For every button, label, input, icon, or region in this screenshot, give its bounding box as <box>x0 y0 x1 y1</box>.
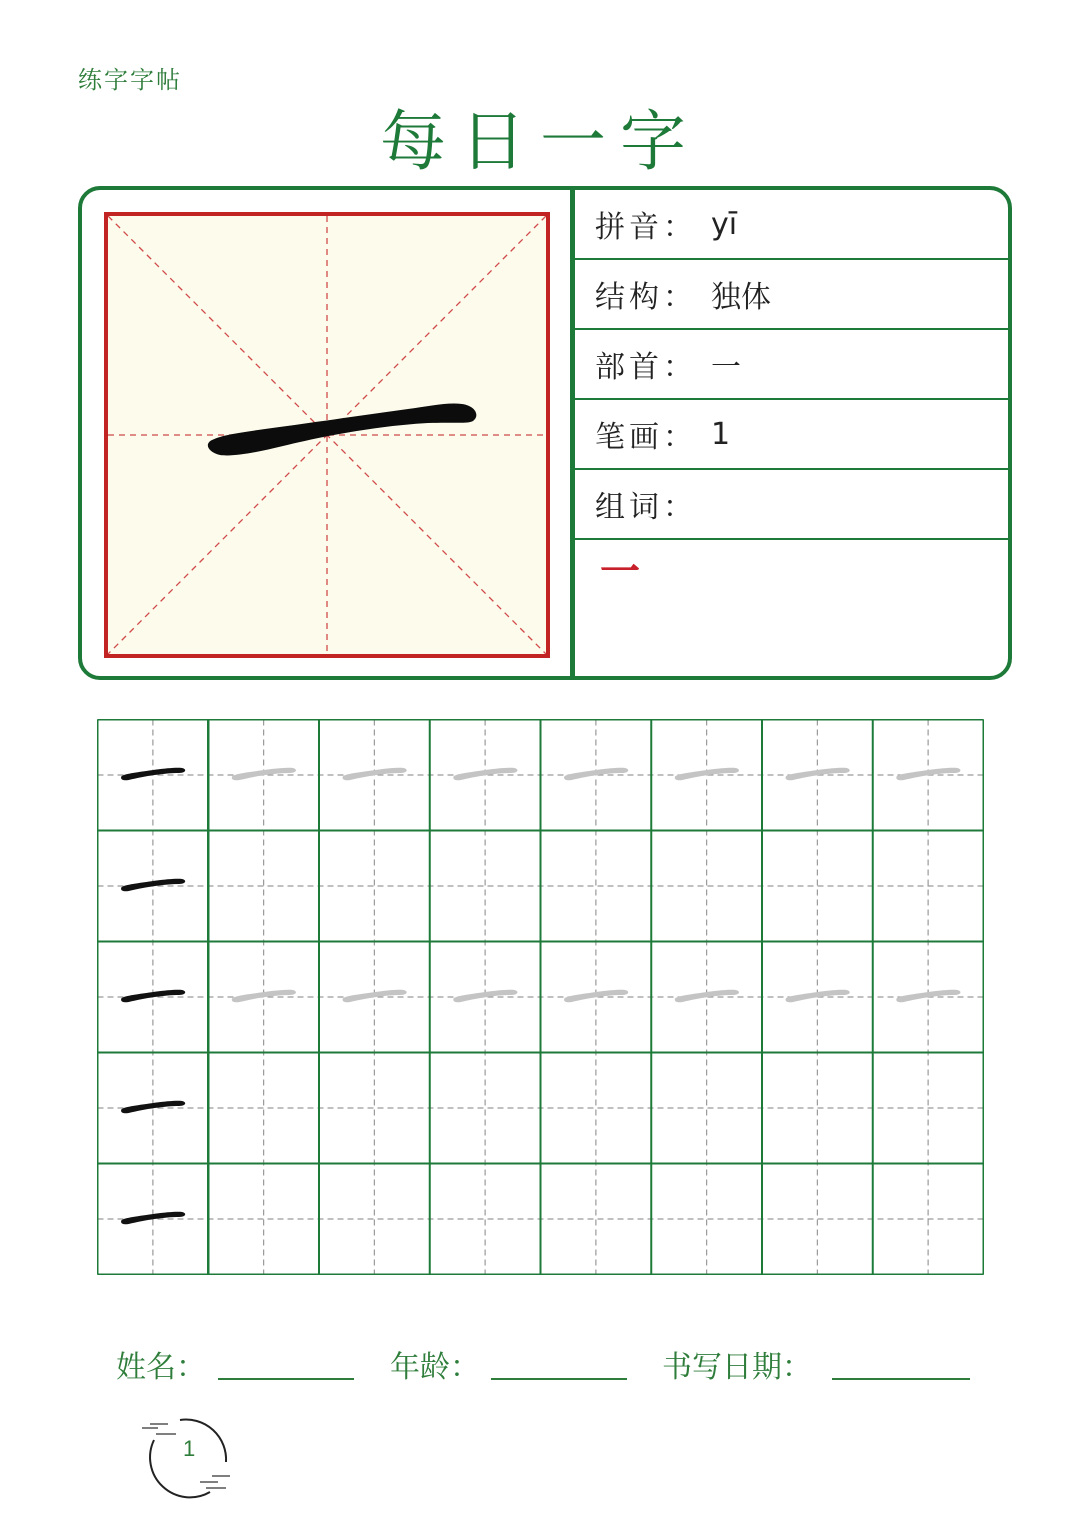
info-row-radical <box>575 330 1010 400</box>
radical-value: 一 <box>711 350 741 385</box>
name-label: 姓名： <box>116 1350 206 1385</box>
strokes-label: 笔画： <box>595 420 697 455</box>
words-example: 一 <box>600 549 640 595</box>
info-row-words <box>575 470 1010 540</box>
pinyin-label: 拼音： <box>595 210 697 245</box>
info-row-pinyin <box>575 190 1010 260</box>
name-field[interactable] <box>218 1378 354 1380</box>
character-grid-svg <box>108 216 546 654</box>
structure-label: 结构： <box>595 280 697 315</box>
info-row-structure <box>575 260 1010 330</box>
age-label: 年龄： <box>390 1350 480 1385</box>
strokes-value: 1 <box>711 416 731 452</box>
date-field[interactable] <box>832 1378 970 1380</box>
structure-value: 独体 <box>711 280 771 315</box>
character-grid <box>104 212 550 658</box>
page-title: 每日一字 <box>380 103 700 180</box>
practice-grid <box>97 719 984 1279</box>
pinyin-value: yī <box>711 206 738 242</box>
words-label: 组词： <box>595 490 697 525</box>
character-stroke-heng <box>208 403 477 455</box>
practice-grid-svg <box>97 719 984 1275</box>
page-number: 1 <box>183 1436 196 1461</box>
info-row-strokes <box>575 400 1010 470</box>
age-field[interactable] <box>491 1378 627 1380</box>
series-label: 练字字帖 <box>78 66 182 94</box>
date-label: 书写日期： <box>662 1350 812 1385</box>
radical-label: 部首： <box>595 350 697 385</box>
